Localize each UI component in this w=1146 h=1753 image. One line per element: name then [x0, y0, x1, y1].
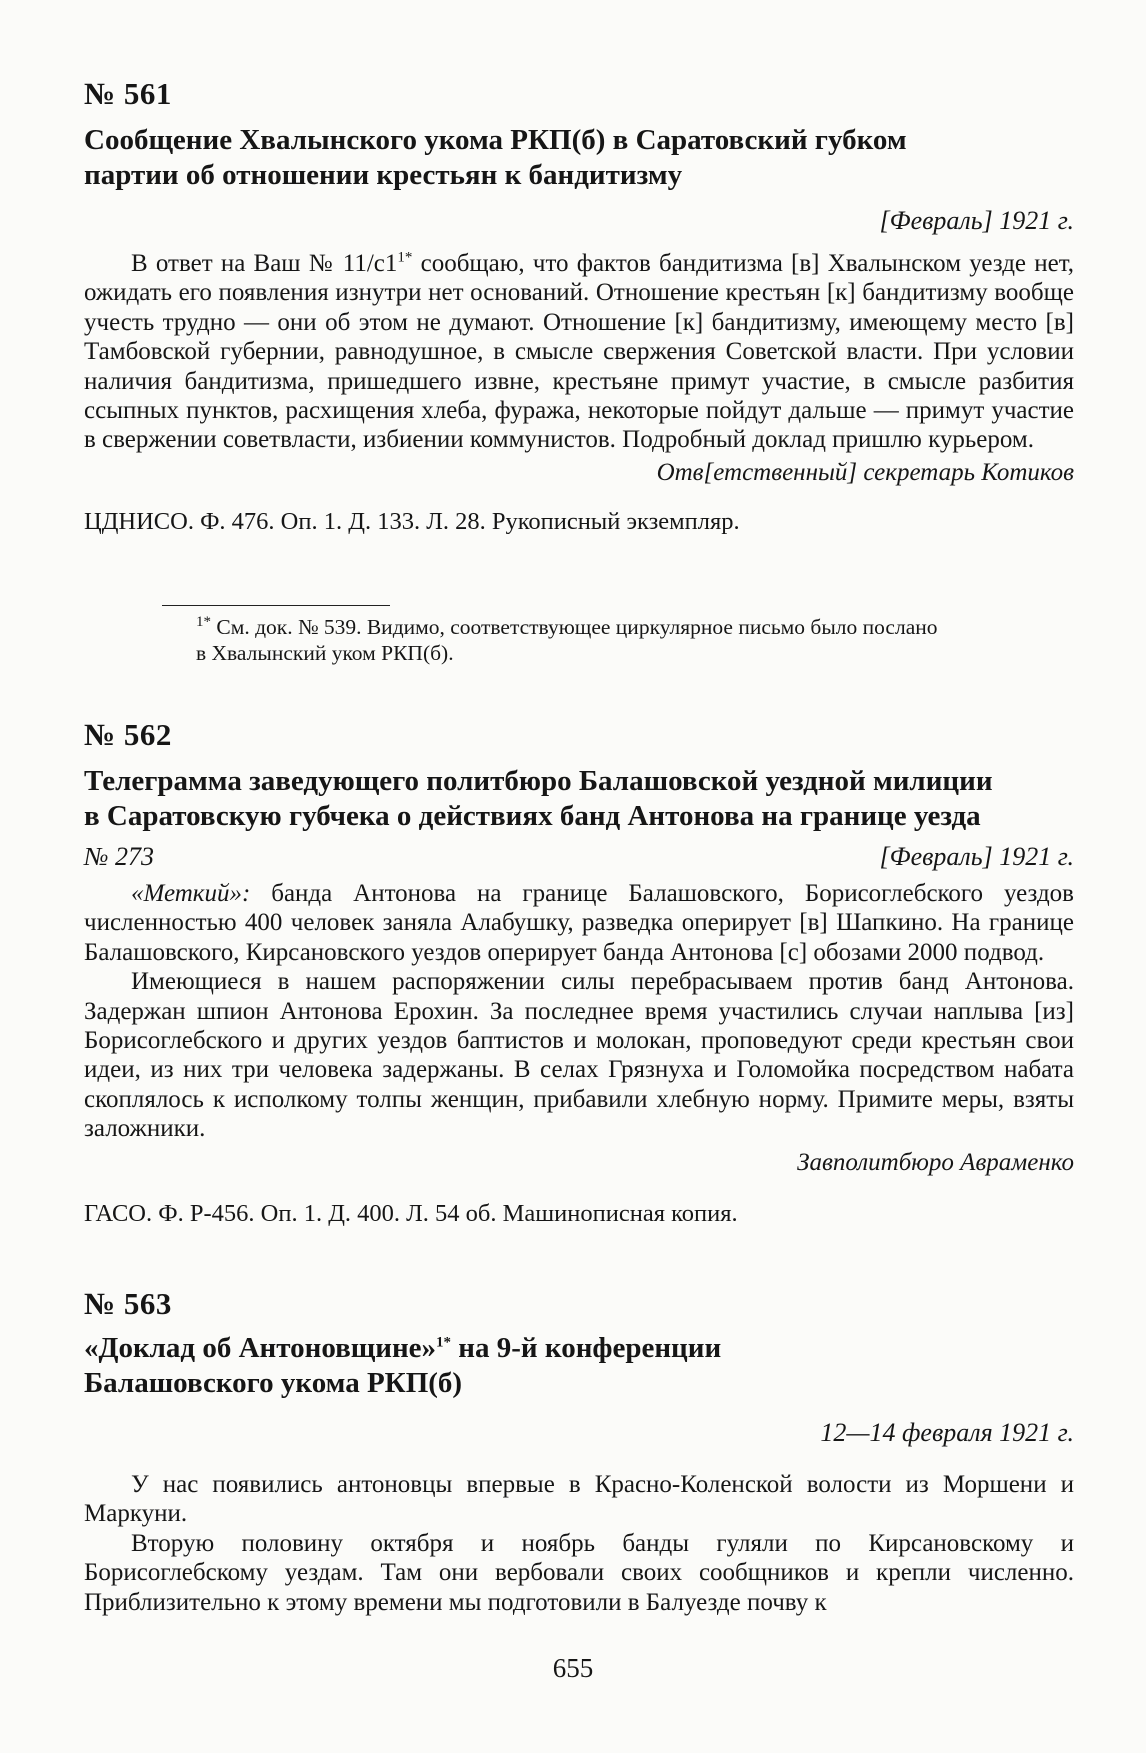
footnote-mark: 1*	[196, 613, 211, 630]
title-line	[84, 1331, 1074, 1366]
document-563	[84, 1286, 1074, 1617]
page-number: 655	[552, 1653, 594, 1683]
doc-number: № 563	[84, 1286, 172, 1321]
doc-body	[84, 879, 1074, 1144]
codeword: «Меткий»:	[131, 880, 251, 907]
doc-date: [Февраль] 1921 г.	[879, 206, 1074, 235]
doc-title	[84, 764, 1074, 834]
archive-source: ГАСО. Ф. Р-456. Оп. 1. Д. 400. Л. 54 об. Машинописная копия.	[84, 1199, 738, 1227]
doc-date: [Февраль] 1921 г.	[879, 842, 1074, 871]
document-562	[84, 717, 1074, 1228]
body-text: банда Антонова на границе Балашовского, Борисоглебского уездов численностью 400 человек заняла Алабушку, разведка оперирует [в] Шапкино. На границе Балашовского, Кирсановского уездов оперирует банда Антонова [с] обозами 2000 подвод.	[84, 880, 1074, 966]
paragraph: У нас появились антоновцы впервые в Красно-Коленской волости из Моршени и Маркуни.	[84, 1471, 1074, 1528]
footnote-ref: 1*	[436, 1334, 452, 1351]
doc-body	[84, 1470, 1074, 1617]
body-text: сообщаю, что фактов бандитизма [в] Хвалынском уезде нет, ожидать его появления изнутри нет оснований. Отношение крестьян [к] бандитизму вообще учесть трудно — они об этом не думают. Отношение [к] бандитизму, имеющему место [в] Тамбовской губернии, равнодушное, в смысле свержения Советской власти. При условии наличия бандитизма, пришедшего извне, крестьяне примут участие, в смысле разбития ссыпных пунктов, расхищения хлеба, фуража, некоторые пойдут дальше — примут участие в свержении советвласти, избиении коммунистов. Подробный доклад пришлю курьером.	[84, 250, 1074, 454]
paragraph	[84, 879, 1074, 967]
doc-date-row	[84, 842, 1074, 874]
title-line: Балашовского укома РКП(б)	[84, 1367, 463, 1399]
doc-body	[84, 249, 1074, 455]
doc-number: № 562	[84, 717, 172, 752]
title-line: Телеграмма заведующего политбюро Балашовской уездной милиции	[84, 765, 993, 797]
footnote-text: См. док. № 539. Видимо, соответствующее циркулярное письмо было послано	[216, 615, 938, 639]
archive-source: ЦДНИСО. Ф. 476. Оп. 1. Д. 133. Л. 28. Рукописный экземпляр.	[84, 507, 740, 535]
signature: Завполитбюро Авраменко	[797, 1148, 1074, 1176]
footnote-ref: 1*	[397, 249, 413, 266]
footnote	[196, 614, 1076, 666]
title-text: на 9-й конференции	[451, 1332, 722, 1364]
doc-date-row	[84, 1418, 1074, 1450]
title-line: в Саратовскую губчека о действиях банд Антонова на границе уезда	[84, 800, 981, 832]
footnote-line: в Хвалынский уком РКП(б).	[196, 641, 454, 665]
title-line: Сообщение Хвалынского укома РКП(б) в Саратовский губком	[84, 124, 907, 156]
document-561	[84, 76, 1074, 536]
doc-date: 12—14 февраля 1921 г.	[820, 1418, 1074, 1447]
doc-title	[84, 1331, 1074, 1401]
title-text: «Доклад об Антоновщине»	[84, 1332, 437, 1364]
title-line: партии об отношении крестьян к бандитизму	[84, 159, 683, 191]
footnote-line	[196, 614, 1076, 640]
paragraph: Имеющиеся в нашем распоряжении силы перебрасываем против банд Антонова. Задержан шпион Антонова Ерохин. За последнее время участились случаи наплыва [из] Борисоглебского и других уездов баптистов и молокан, проповедуют среди крестьян свои идеи, из них три человека задержаны. В селах Грязнуха и Голомойка посредством набата скоплялось к исполкому толпы женщин, прибавили хлебную норму. Примите меры, взяты заложники.	[84, 968, 1074, 1143]
doc-date-row	[84, 206, 1074, 236]
doc-ref-number: № 273	[84, 842, 155, 871]
signature: Отв[етственный] секретарь Котиков	[656, 458, 1074, 486]
paragraph: Вторую половину октября и ноябрь банды гуляли по Кирсановскому и Борисоглебскому уездам. Там они вербовали своих сообщников и крепли численно. Приблизительно к этому времени мы подготовили в Балуезде почву к	[84, 1529, 1074, 1616]
paragraph	[84, 249, 1074, 455]
body-text: В ответ на Ваш № 11/с1	[131, 250, 398, 277]
doc-number: № 561	[84, 76, 172, 111]
doc-title	[84, 123, 1074, 193]
footnote-divider	[162, 605, 390, 606]
